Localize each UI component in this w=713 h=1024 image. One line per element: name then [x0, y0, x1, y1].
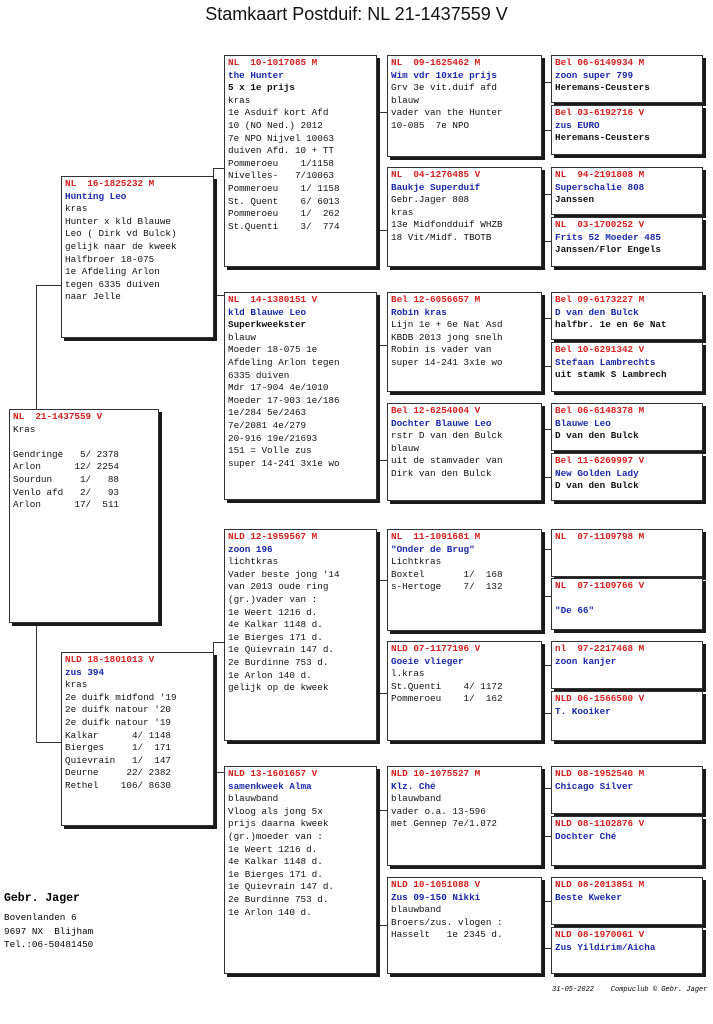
pigeon-name: Wim vdr 10x1e prijs: [391, 69, 498, 81]
pigeon-card-g4-11[interactable]: [551, 641, 703, 689]
info-line: 13e Midfondduif WHZB: [391, 219, 503, 231]
info-line: Boxtel 1/ 168: [391, 568, 503, 580]
info-line: Vloog als jong 5x: [228, 805, 323, 817]
info-line: 2e duifk natour '20: [65, 704, 172, 716]
info-line: vader van the Hunter: [391, 107, 503, 119]
info-line: Grv 3e vit.duif afd: [391, 82, 498, 94]
pigeon-name: zoon kanjer: [555, 655, 617, 667]
address-line: 9697 NX Blijham: [4, 925, 94, 937]
ring-number: NLD 08-1952540 M: [555, 768, 645, 779]
info-line: super 14-241 3x1e wo: [391, 356, 503, 368]
info-line: prijs daarna kweek: [228, 818, 329, 830]
info-line: Gendringe 5/ 2378: [13, 448, 120, 460]
info-line: blauwband: [228, 793, 279, 805]
info-line: Rethel 106/ 8630: [65, 779, 172, 791]
info-line: rstr D van den Bulck: [391, 430, 503, 442]
pigeon-name: samenkweek Alma: [228, 780, 312, 792]
ring-number: Bel 09-6173227 M: [555, 294, 645, 305]
ring-number: Bel 10-6291342 V: [555, 344, 645, 355]
pigeon-card-ff[interactable]: [224, 55, 377, 267]
pigeon-name: Superschalie 808: [555, 181, 645, 193]
pigeon-name: Zus 09-150 Nikki: [391, 891, 481, 903]
pigeon-card-g4-15[interactable]: [551, 877, 703, 925]
pigeon-name: zus 394: [65, 666, 105, 678]
info-line: uit de stamvader van: [391, 455, 503, 467]
info-line: 10-085 7e NPO: [391, 119, 470, 131]
pigeon-name: Dochter Ché: [555, 830, 617, 842]
info-line: blauwband: [391, 904, 442, 916]
info-line: Arlon 12/ 2254: [13, 461, 120, 473]
info-line: Lichtkras: [391, 556, 442, 568]
pigeon-name: Goeie vlieger: [391, 655, 464, 667]
pigeon-card-fmm[interactable]: [387, 403, 542, 501]
breeder: Janssen: [555, 194, 595, 206]
info-line: 6335 duiven: [228, 369, 290, 381]
info-line: Hasselt 1e 2345 d.: [391, 929, 503, 941]
info-line: blauw: [391, 442, 419, 454]
info-line: Deurne 22/ 2382: [65, 767, 172, 779]
info-line: Dirk van den Bulck: [391, 467, 492, 479]
pigeon-card-g4-9[interactable]: [551, 529, 703, 577]
info-line: Kras: [13, 423, 36, 435]
breeder: D van den Bulck: [555, 430, 639, 442]
ring-number: NL 07-1109766 V: [555, 580, 645, 591]
info-line: Venlo afd 2/ 93: [13, 486, 120, 498]
info-line: gelijk op de kweek: [228, 682, 329, 694]
info-line: Robin is vader van: [391, 344, 492, 356]
pigeon-name: zus EURO: [555, 119, 600, 131]
info-line: 7e/2081 4e/279: [228, 419, 307, 431]
pigeon-card-g4-10[interactable]: [551, 578, 703, 630]
breeder: Heremans-Ceusters: [555, 132, 650, 144]
info-line: duiven Afd. 10 + TT: [228, 145, 335, 157]
pigeon-card-mff[interactable]: [387, 529, 542, 631]
pigeon-name: "De 66": [555, 605, 595, 617]
breeder: D van den Bulck: [555, 480, 639, 492]
info-line: Vader beste jong '14: [228, 568, 340, 580]
pigeon-name: Frits 52 Moeder 485: [555, 231, 662, 243]
info-line: super 14-241 3x1e wo: [228, 457, 340, 469]
breeder: Janssen/Flor Engels: [555, 244, 662, 256]
pigeon-name: Beste Kweker: [555, 891, 622, 903]
info-line: St. Quent 6/ 6013: [228, 195, 340, 207]
credit-line: 31-05-2022 Compuclub © Gebr. Jager: [552, 986, 708, 994]
info-line: KBDB 2013 jong snelh: [391, 331, 503, 343]
info-line: 7e NPO Nijvel 10063: [228, 132, 335, 144]
info-line: 2e Burdinne 753 d.: [228, 656, 329, 668]
info-line: Sourdun 1/ 88: [13, 473, 120, 485]
pigeon-name: zoon super 799: [555, 69, 634, 81]
breeder: Heremans-Ceusters: [555, 82, 650, 94]
pigeon-name: the Hunter: [228, 69, 284, 81]
pigeon-name: Klz. Ché: [391, 780, 436, 792]
info-line: 1e Arlon 140 d.: [228, 906, 312, 918]
info-line: 1e Asduif kort Afd: [228, 107, 329, 119]
page-title: Stamkaart Postduif: NL 21-1437559 V: [205, 4, 508, 24]
info-line: 18 Vit/Midf. TBOTB: [391, 231, 492, 243]
pigeon-card-ffm[interactable]: [387, 167, 542, 267]
pigeon-card-g4-3[interactable]: [551, 167, 703, 215]
pigeon-card-fmf[interactable]: [387, 292, 542, 392]
pigeon-card-fff[interactable]: [387, 55, 542, 157]
info-line: kras: [65, 679, 88, 691]
pigeon-card-g4-13[interactable]: [551, 766, 703, 814]
info-line: Pommeroeu 1/ 262: [228, 208, 340, 220]
pigeon-name: Hunting Leo: [65, 190, 127, 202]
info-line: 5 x 1e prijs: [228, 82, 295, 94]
info-line: 1e Afdeling Arlon: [65, 266, 160, 278]
info-line: vader o.a. 13-596: [391, 805, 486, 817]
info-line: Gebr.Jager 808: [391, 194, 470, 206]
info-line: blauw: [228, 331, 256, 343]
breeder: uit stamk S Lambrech: [555, 369, 667, 381]
ring-number: nl 97-2217468 M: [555, 643, 645, 654]
pigeon-card-mm[interactable]: [224, 766, 377, 974]
pigeon-name: T. Kooiker: [555, 705, 611, 717]
info-line: 20-916 19e/21693: [228, 432, 318, 444]
pigeon-card-g4-16[interactable]: [551, 927, 703, 974]
ring-number: NL 09-1625462 M: [391, 57, 481, 68]
ring-number: NL 10-1017085 M: [228, 57, 318, 68]
info-line: blauwband: [391, 793, 442, 805]
pigeon-card-g4-6[interactable]: [551, 342, 703, 392]
ring-number: NLD 10-1075527 M: [391, 768, 481, 779]
info-line: (gr.)vader van :: [228, 593, 318, 605]
info-line: Nivelles- 7/10063: [228, 170, 335, 182]
ring-number: NL 04-1276485 V: [391, 169, 481, 180]
ring-number: NLD 18-1801013 V: [65, 654, 155, 665]
info-line: 1e Bierges 171 d.: [228, 631, 323, 643]
owner-address: [4, 911, 93, 952]
ring-number: NLD 10-1051088 V: [391, 879, 481, 890]
info-line: 1e Arlon 140 d.: [228, 669, 312, 681]
info-line: s-Hertoge 7/ 132: [391, 581, 503, 593]
info-line: 4e Kalkar 1148 d.: [228, 856, 323, 868]
pigeon-card-g4-8[interactable]: [551, 453, 703, 501]
info-line: 1e Weert 1216 d.: [228, 843, 318, 855]
info-line: Bierges 1/ 171: [65, 742, 172, 754]
pigeon-card-mmf[interactable]: [387, 766, 542, 866]
pigeon-card-g4-4[interactable]: [551, 217, 703, 267]
info-line: 1e/284 5e/2463: [228, 407, 307, 419]
ring-number: NLD 07-1177196 V: [391, 643, 481, 654]
owner-name: Gebr. Jager: [4, 892, 80, 905]
info-line: Moeder 18-075 1e: [228, 344, 318, 356]
info-line: St.Quenti 4/ 1172: [391, 680, 503, 692]
pigeon-card-g4-14[interactable]: [551, 816, 703, 866]
pigeon-name: Blauwe Leo: [555, 417, 611, 429]
info-line: Lijn 1e + 6e Nat Asd: [391, 319, 503, 331]
info-line: Superkweekster: [228, 319, 307, 331]
info-line: 1e Quievrain 147 d.: [228, 644, 335, 656]
ring-number: Bel 03-6192716 V: [555, 107, 645, 118]
pigeon-name: Robin kras: [391, 306, 447, 318]
info-line: naar Jelle: [65, 291, 121, 303]
info-line: Pommeroeu 1/ 162: [391, 693, 503, 705]
info-line: Kalkar 4/ 1148: [65, 729, 172, 741]
info-line: gelijk naar de kweek: [65, 240, 177, 252]
ring-number: NL 94-2191808 M: [555, 169, 645, 180]
breeder: halfbr. 1e en 6e Nat: [555, 319, 667, 331]
info-line: met Gennep 7e/1.072: [391, 818, 498, 830]
ring-number: NLD 12-1959567 M: [228, 531, 318, 542]
ring-number: Bel 06-6148378 M: [555, 405, 645, 416]
info-line: 151 = Volle zus: [228, 445, 312, 457]
info-line: (gr.)moeder van :: [228, 830, 323, 842]
info-line: 1e Bierges 171 d.: [228, 868, 323, 880]
pigeon-card-g4-1[interactable]: [551, 55, 703, 103]
ring-number: NL 11-1091681 M: [391, 531, 481, 542]
info-line: Afdeling Arlon tegen: [228, 356, 340, 368]
info-line: van 2013 oude ring: [228, 581, 329, 593]
ring-number: NL 16-1825232 M: [65, 178, 155, 189]
pigeon-card-fm[interactable]: [224, 292, 377, 500]
info-line: St.Quenti 3/ 774: [228, 220, 340, 232]
pigeon-name: Dochter Blauwe Leo: [391, 417, 492, 429]
ring-number: NL 03-1700252 V: [555, 219, 645, 230]
info-line: blauw: [391, 94, 419, 106]
pigeon-card-g4-12[interactable]: [551, 691, 703, 741]
pigeon-name: New Golden Lady: [555, 467, 639, 479]
ring-number: Bel 12-6254004 V: [391, 405, 481, 416]
ring-number: NL 07-1109798 M: [555, 531, 645, 542]
info-line: kras: [228, 94, 251, 106]
info-line: 2e Burdinne 753 d.: [228, 893, 329, 905]
pigeon-name: Stefaan Lambrechts: [555, 356, 656, 368]
info-line: Moeder 17-903 1e/186: [228, 394, 340, 406]
pigeon-name: Baukje Superduif: [391, 181, 481, 193]
address-line: Bovenlanden 6: [4, 912, 77, 923]
ring-number: NL 14-1380151 V: [228, 294, 318, 305]
pigeon-card-mf[interactable]: [224, 529, 377, 741]
ring-number: Bel 12-6056657 M: [391, 294, 481, 305]
info-line: tegen 6335 duiven: [65, 278, 160, 290]
info-line: 2e duifk natour '19: [65, 716, 172, 728]
info-line: Pommeroeu 1/ 1158: [228, 182, 340, 194]
ring-number: NLD 08-1102876 V: [555, 818, 645, 829]
info-line: 1e Quievrain 147 d.: [228, 881, 335, 893]
ring-number: NLD 08-2013851 M: [555, 879, 645, 890]
pigeon-card-mfm[interactable]: [387, 641, 542, 741]
pigeon-card-g4-2[interactable]: [551, 105, 703, 155]
pigeon-card-father[interactable]: [61, 176, 214, 338]
info-line: lichtkras: [228, 556, 279, 568]
info-line: 4e Kalkar 1148 d.: [228, 619, 323, 631]
info-line: 1e Weert 1216 d.: [228, 606, 318, 618]
info-line: Hunter x kld Blauwe: [65, 215, 172, 227]
pigeon-name: "Onder de Brug": [391, 543, 475, 555]
info-line: kras: [391, 206, 414, 218]
pigeon-name: zoon 196: [228, 543, 273, 555]
ring-number: Bel 06-6149934 M: [555, 57, 645, 68]
pigeon-card-g4-5[interactable]: [551, 292, 703, 340]
info-line: 2e duifk midfond '19: [65, 691, 177, 703]
pigeon-card-subject[interactable]: [9, 409, 159, 623]
pigeon-name: Chicago Silver: [555, 780, 634, 792]
ring-number: NL 21-1437559 V: [13, 411, 103, 422]
info-line: Pommeroeu 1/1158: [228, 157, 335, 169]
info-line: l.kras: [391, 668, 425, 680]
pigeon-name: D van den Bulck: [555, 306, 639, 318]
ring-number: NLD 13-1601657 V: [228, 768, 318, 779]
pigeon-name: Zus Yildirim/Aicha: [555, 941, 656, 953]
info-line: Arlon 17/ 511: [13, 499, 120, 511]
pigeon-card-mmm[interactable]: [387, 877, 542, 974]
pigeon-card-mother[interactable]: [61, 652, 214, 826]
ring-number: Bel 11-6269997 V: [555, 455, 645, 466]
info-line: Broers/zus. vlogen :: [391, 916, 503, 928]
pigeon-name: kld Blauwe Leo: [228, 306, 307, 318]
info-line: Quievrain 1/ 147: [65, 754, 172, 766]
info-line: Mdr 17-904 4e/1010: [228, 382, 329, 394]
info-line: 10 (NO Ned.) 2012: [228, 119, 323, 131]
ring-number: NLD 06-1566500 V: [555, 693, 645, 704]
phone: Tel.:06-50481450: [4, 939, 94, 950]
info-line: kras: [65, 203, 88, 215]
ring-number: NLD 08-1970061 V: [555, 929, 645, 940]
info-line: Halfbroer 18-075: [65, 253, 155, 265]
info-line: Leo ( Dirk vd Bulck): [65, 228, 177, 240]
pigeon-card-g4-7[interactable]: [551, 403, 703, 451]
